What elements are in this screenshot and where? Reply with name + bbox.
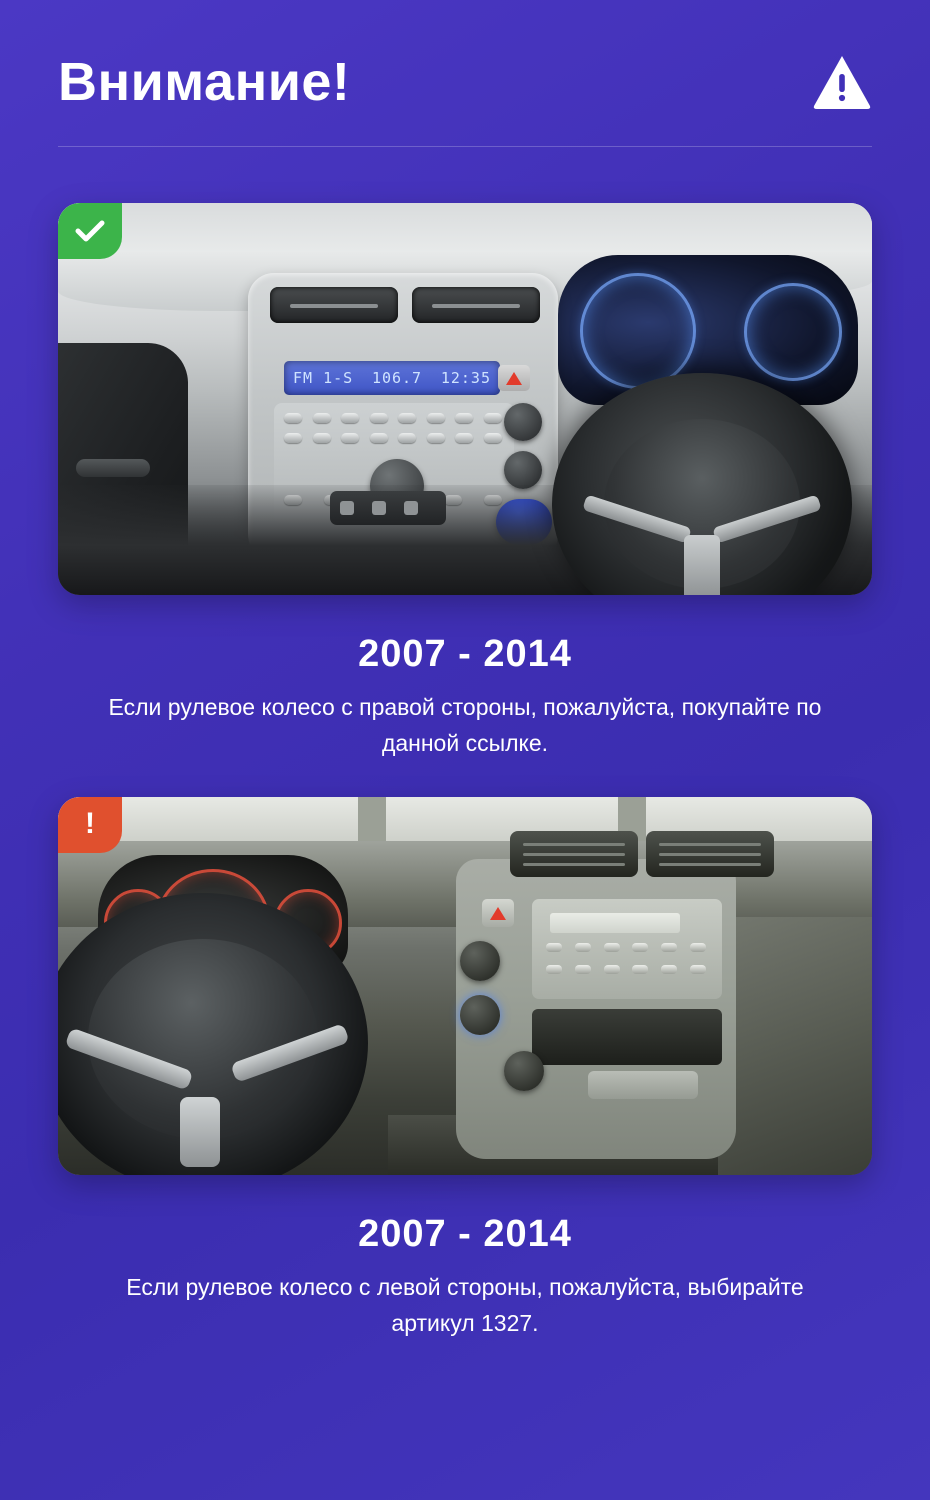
rhd-caption xyxy=(58,633,872,761)
check-mark-icon xyxy=(75,219,105,243)
rhd-description: Если рулевое колесо с правой стороны, пожалуйста, покупайте по данной ссылке. xyxy=(108,694,822,756)
radio-band: FM 1-S xyxy=(293,369,354,387)
page-header xyxy=(58,0,872,110)
left-hand-drive-dashboard-photo xyxy=(58,797,872,1175)
status-badge-alert xyxy=(58,797,122,853)
hazard-light-button-rhd xyxy=(498,365,530,391)
status-badge-ok xyxy=(58,203,122,259)
lhd-year-range: 2007 - 2014 xyxy=(358,1213,572,1256)
hazard-light-button-lhd xyxy=(482,899,514,927)
radio-display xyxy=(284,361,500,395)
center-console-lhd xyxy=(456,859,736,1159)
rhd-year-range: 2007 - 2014 xyxy=(358,633,572,675)
warning-triangle-icon xyxy=(812,54,872,110)
radio-clock: 12:35 xyxy=(440,369,491,387)
factory-radio-lhd xyxy=(532,899,722,999)
page-title: Внимание! xyxy=(58,52,351,112)
lhd-image-card xyxy=(58,797,872,1175)
steering-wheel-right xyxy=(552,373,852,595)
right-hand-drive-dashboard-photo xyxy=(58,203,872,595)
exclamation-mark-icon: ! xyxy=(85,807,95,841)
rhd-image-card xyxy=(58,203,872,595)
lhd-description: Если рулевое колесо с левой стороны, пожалуйста, выбирайте артикул 1327. xyxy=(126,1274,804,1336)
radio-frequency: 106.7 xyxy=(371,369,423,387)
lhd-caption xyxy=(58,1213,872,1341)
header-divider xyxy=(58,146,872,147)
